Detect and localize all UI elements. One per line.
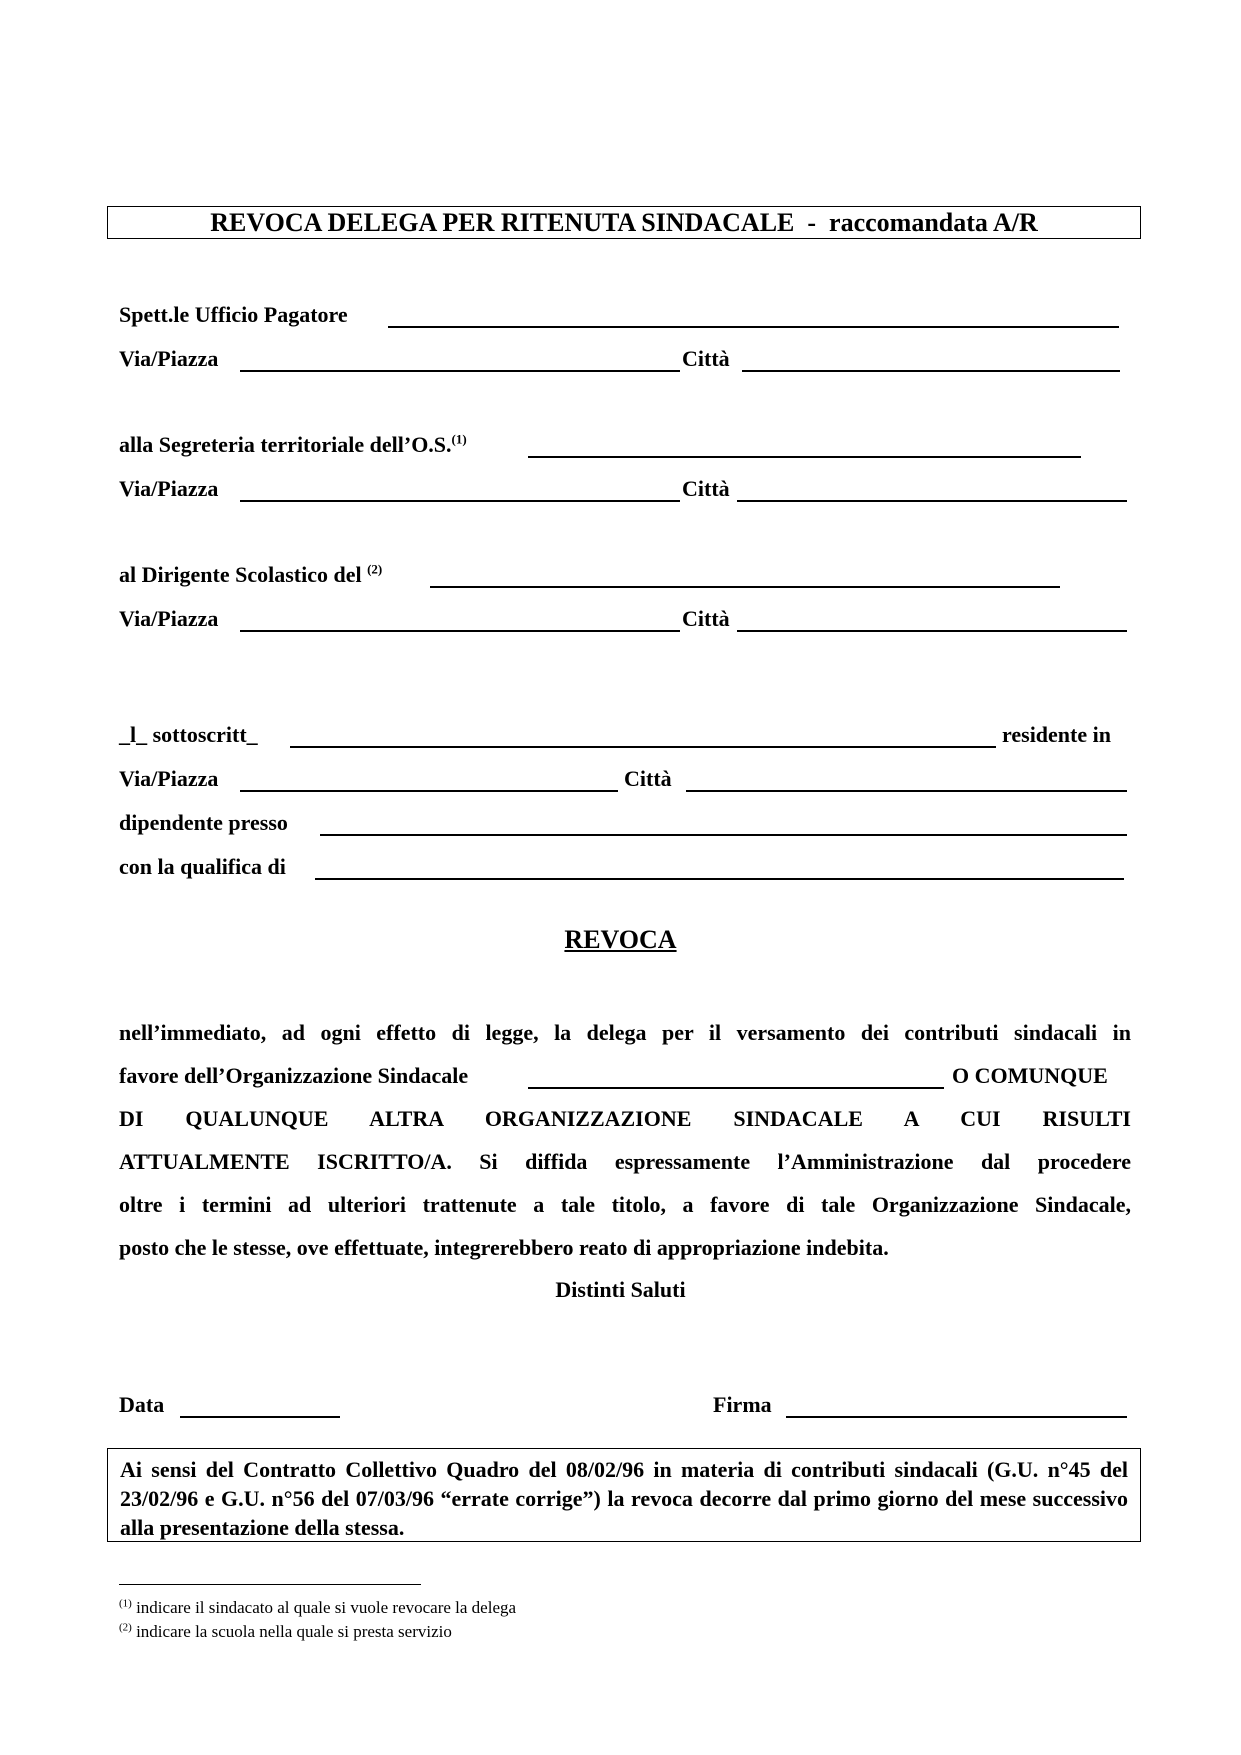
qualifica-label: con la qualifica di: [119, 854, 286, 879]
ufficio-pagatore-field[interactable]: [388, 326, 1119, 328]
body-line-2-left: favore dell’Organizzazione Sindacale: [119, 1063, 469, 1088]
declarant-via-field[interactable]: [240, 790, 618, 792]
ufficio-citta-label: Città: [682, 346, 730, 371]
dipendente-label: dipendente presso: [119, 810, 288, 835]
residente-label: residente in: [1002, 722, 1111, 747]
sottoscritto-field[interactable]: [290, 746, 996, 748]
body-line-2-right: O COMUNQUE: [952, 1063, 1108, 1088]
dirigente-citta-field[interactable]: [737, 630, 1127, 632]
dirigente-citta-label: Città: [682, 606, 730, 631]
dipendente-field[interactable]: [320, 834, 1127, 836]
sottoscritto-label: _l_ sottoscritt_: [119, 722, 258, 747]
firma-field[interactable]: [786, 1416, 1127, 1418]
segreteria-citta-field[interactable]: [737, 500, 1127, 502]
qualifica-field[interactable]: [315, 878, 1124, 880]
footnote-1: $^{(1)}$ indicare il sindacato al quale si vuole revocare la delega: [119, 1597, 517, 1617]
body-line-1: nell’immediato, ad ogni effetto di legge, la delega per il versamento dei contributi sindacali in: [119, 1020, 1131, 1045]
segreteria-via-label: Via/Piazza: [119, 476, 219, 501]
ufficio-pagatore-label: Spett.le Ufficio Pagatore: [119, 302, 348, 327]
dirigente-field[interactable]: [430, 586, 1060, 588]
data-field[interactable]: [180, 1416, 340, 1418]
body-line-5: oltre i termini ad ulteriori trattenute a tale titolo, a favore di tale Organizzazione Sindacale,: [119, 1192, 1131, 1217]
ufficio-via-label: Via/Piazza: [119, 346, 219, 371]
legal-note: Ai sensi del Contratto Collettivo Quadro del 08/02/96 in materia di contributi sindacali (G.U. n°45 del 23/02/96 e G.U. n°56 del 07/03/96 “errate corrige”) la revoca decorre dal primo giorno del mese successivo alla presentazione della stessa.: [107, 1448, 1141, 1542]
body-line-4: ATTUALMENTE ISCRITTO/A. Si diffida espressamente l’Amministrazione dal procedere: [119, 1149, 1131, 1174]
ufficio-via-field[interactable]: [240, 370, 680, 372]
declarant-via-label: Via/Piazza: [119, 766, 219, 791]
body-line-6: posto che le stesse, ove effettuate, integrerebbero reato di appropriazione indebita.: [119, 1235, 889, 1260]
segreteria-label: alla Segreteria territoriale dell’O.S.$^{(1)}$: [119, 431, 467, 457]
footnote-2: $^{(2)}$ indicare la scuola nella quale si presta servizio: [119, 1621, 452, 1641]
body-line-3: DI QUALUNQUE ALTRA ORGANIZZAZIONE SINDACALE A CUI RISULTI: [119, 1106, 1131, 1131]
ufficio-citta-field[interactable]: [742, 370, 1120, 372]
segreteria-citta-label: Città: [682, 476, 730, 501]
document-title: REVOCA DELEGA PER RITENUTA SINDACALE - raccomandata A/R: [107, 206, 1141, 239]
dirigente-via-label: Via/Piazza: [119, 606, 219, 631]
dirigente-via-field[interactable]: [240, 630, 680, 632]
segreteria-field[interactable]: [528, 456, 1081, 458]
footnote-ref-2: (2): [367, 561, 383, 577]
closing-salutation: Distinti Saluti: [555, 1277, 686, 1302]
segreteria-via-field[interactable]: [240, 500, 680, 502]
footnote-separator: [119, 1584, 421, 1585]
dirigente-label: al Dirigente Scolastico del $^{(2)}$: [119, 561, 383, 587]
declarant-citta-field[interactable]: [686, 790, 1127, 792]
organizzazione-field[interactable]: [528, 1087, 944, 1089]
declarant-citta-label: Città: [624, 766, 672, 791]
firma-label: Firma: [713, 1392, 772, 1417]
footnote-ref-1: (1): [451, 431, 467, 447]
revoca-heading: REVOCA: [564, 925, 677, 954]
data-label: Data: [119, 1392, 165, 1417]
